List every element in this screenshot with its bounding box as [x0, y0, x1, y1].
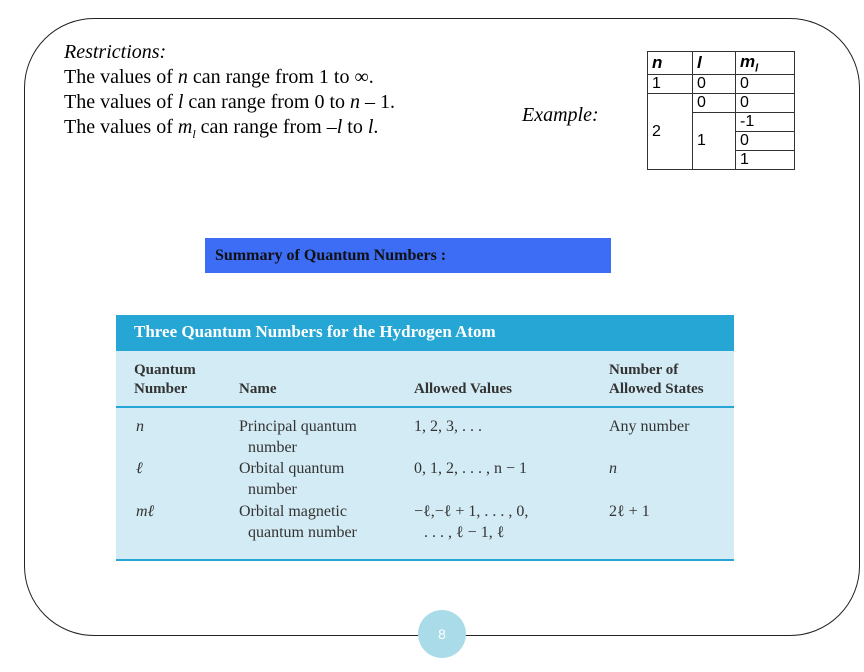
cell-m-neg1: -1: [736, 113, 795, 132]
header-ml: $m_l$: [736, 52, 795, 75]
cell-m-one: 1: [736, 151, 795, 170]
restriction-l: The values of l can range from 0 to n – 1.: [64, 91, 396, 113]
header-n: n: [648, 52, 693, 75]
col-allowed-states: Number of Allowed States: [609, 362, 704, 397]
row-l-values: 0, 1, 2, . . . , n − 1: [414, 460, 528, 477]
row-ml-symbol: mℓ: [136, 503, 155, 520]
page-number-badge: 8: [418, 610, 466, 658]
row-n-name: Principal quantum number: [239, 418, 357, 456]
cell-n1: 1: [648, 75, 693, 94]
row-ml-name: Orbital magnetic quantum number: [239, 503, 357, 541]
col-allowed-values: Allowed Values: [414, 381, 512, 397]
restrictions-title: Restrictions:: [64, 41, 167, 63]
example-table: [647, 51, 795, 170]
col-quantum-number: Quantum Number: [134, 362, 196, 397]
restriction-ml: The values of $m_l$ can range from –l to l.: [64, 116, 379, 141]
header-l: l: [693, 52, 736, 75]
cell-n2: 2: [648, 94, 693, 170]
header-rule: [116, 406, 734, 408]
example-label: Example:: [522, 104, 599, 126]
table-title: Three Quantum Numbers for the Hydrogen Atom: [116, 315, 734, 351]
row-ml-values: −ℓ,−ℓ + 1, . . . , 0, . . . , ℓ − 1, ℓ: [414, 503, 529, 541]
row-l-name: Orbital quantum number: [239, 460, 345, 498]
restrictions-block: [64, 40, 395, 147]
restriction-n: The values of n can range from 1 to ∞.: [64, 66, 374, 88]
cell-l1: 0: [693, 75, 736, 94]
col-name: Name: [239, 381, 277, 397]
cell-m-zero: 0: [736, 132, 795, 151]
row-n-symbol: n: [136, 418, 144, 435]
cell-l0: 0: [693, 94, 736, 113]
row-l-states: n: [609, 460, 617, 477]
row-n-states: Any number: [609, 418, 690, 435]
row-l-symbol: ℓ: [136, 460, 143, 477]
footer-rule: [116, 559, 734, 561]
cell-l-one: 1: [693, 113, 736, 170]
quantum-numbers-table: [116, 315, 734, 561]
row-n-values: 1, 2, 3, . . .: [414, 418, 482, 435]
row-ml-states: 2ℓ + 1: [609, 503, 650, 520]
summary-banner: Summary of Quantum Numbers :: [205, 238, 611, 273]
cell-m0: 0: [736, 94, 795, 113]
cell-m1: 0: [736, 75, 795, 94]
